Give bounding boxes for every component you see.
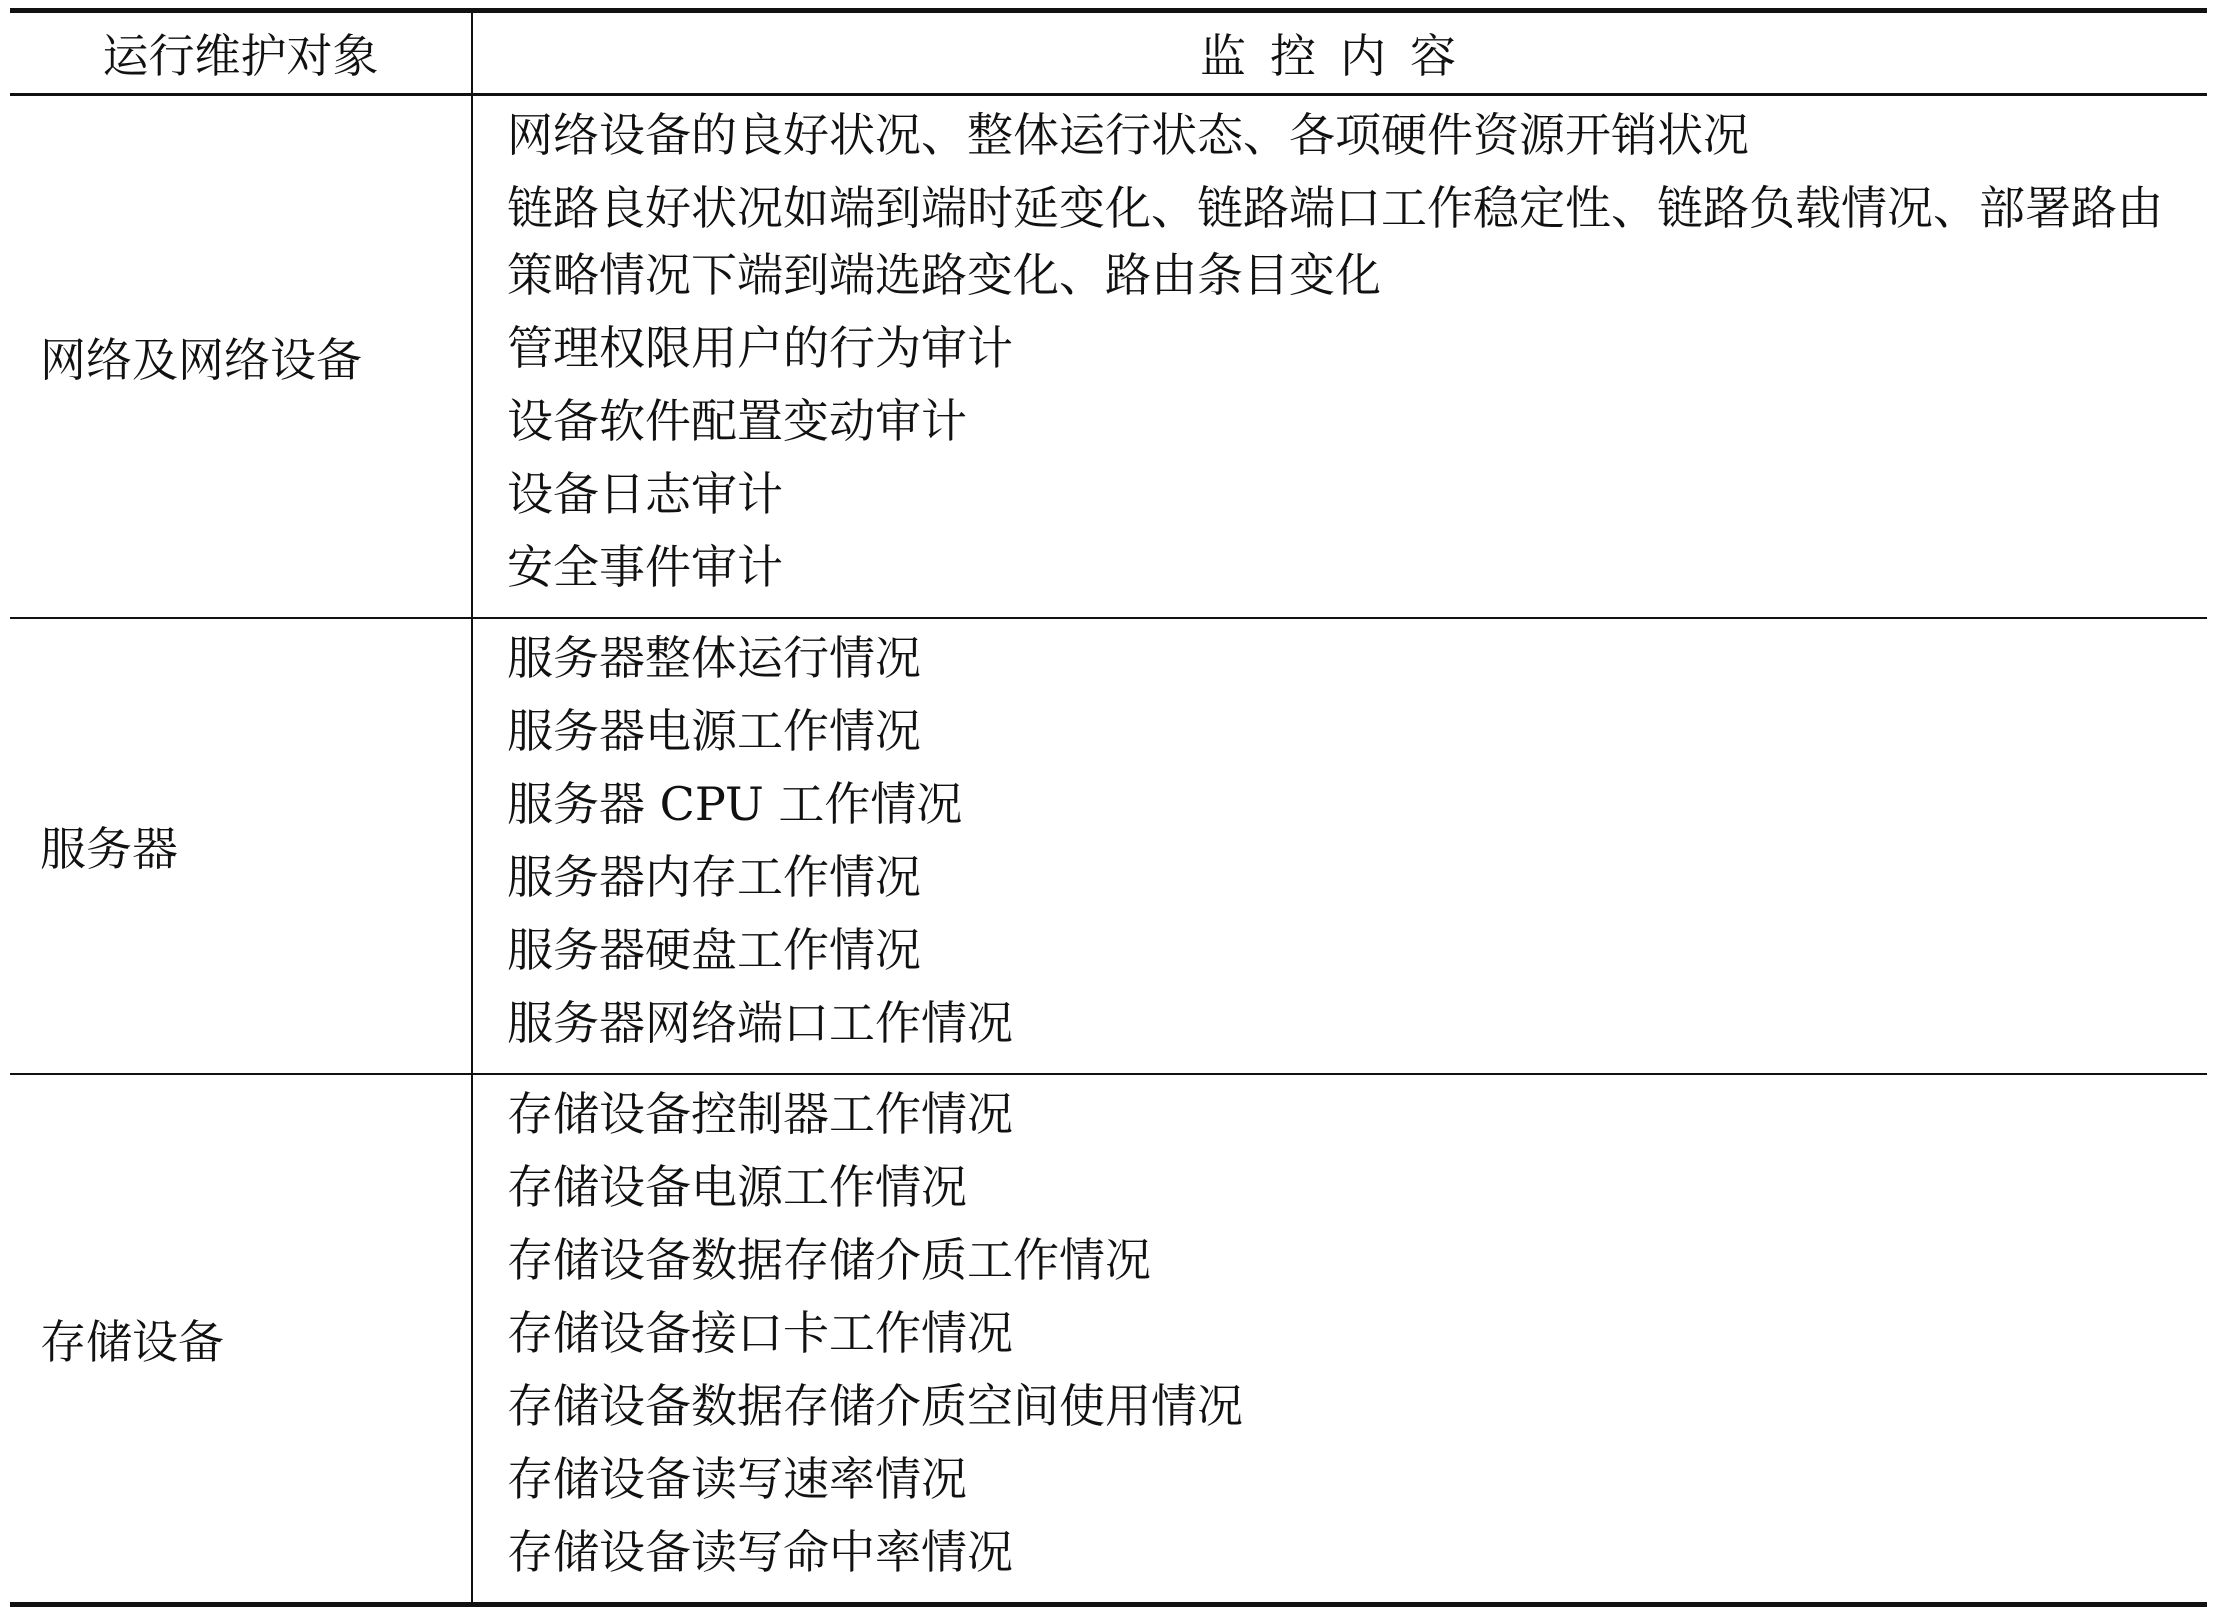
list-item: 安全事件审计 xyxy=(507,540,783,594)
header-content: 监控内容 xyxy=(472,11,2207,95)
table-row-storage xyxy=(10,1074,2207,1605)
list-item: 服务器内存工作情况 xyxy=(507,850,921,904)
object-cell-network: 网络及网络设备 xyxy=(10,95,472,619)
monitoring-table xyxy=(10,8,2207,1607)
content-cell-network xyxy=(472,95,2207,619)
list-item: 服务器硬盘工作情况 xyxy=(507,923,921,977)
list-item: 存储设备控制器工作情况 xyxy=(507,1087,1013,1141)
object-cell-storage: 存储设备 xyxy=(10,1074,472,1605)
table-body xyxy=(10,95,2207,1605)
list-item: 链路良好状况如端到端时延变化、链路端口工作稳定性、链路负载情况、部署路由策略情况下端到端选路变化、路由条目变化 xyxy=(507,181,2163,302)
table-header xyxy=(10,11,2207,95)
table-row-network xyxy=(10,95,2207,619)
list-item: 服务器 CPU 工作情况 xyxy=(507,777,963,831)
list-item: 网络设备的良好状况、整体运行状态、各项硬件资源开销状况 xyxy=(507,108,1749,162)
list-item: 存储设备读写速率情况 xyxy=(507,1452,967,1506)
list-item: 存储设备读写命中率情况 xyxy=(507,1525,1013,1579)
list-item: 管理权限用户的行为审计 xyxy=(507,321,1013,375)
header-object: 运行维护对象 xyxy=(10,11,472,95)
content-cell-server xyxy=(472,618,2207,1074)
list-item: 服务器网络端口工作情况 xyxy=(507,996,1013,1050)
list-item: 设备软件配置变动审计 xyxy=(507,394,967,448)
list-item: 服务器电源工作情况 xyxy=(507,704,921,758)
list-item: 存储设备数据存储介质工作情况 xyxy=(507,1233,1151,1287)
list-item: 设备日志审计 xyxy=(507,467,783,521)
header-row xyxy=(10,11,2207,95)
list-item: 服务器整体运行情况 xyxy=(507,631,921,685)
table-row-server xyxy=(10,618,2207,1074)
list-item: 存储设备数据存储介质空间使用情况 xyxy=(507,1379,1243,1433)
list-item: 存储设备电源工作情况 xyxy=(507,1160,967,1214)
object-cell-server: 服务器 xyxy=(10,618,472,1074)
content-cell-storage xyxy=(472,1074,2207,1605)
list-item: 存储设备接口卡工作情况 xyxy=(507,1306,1013,1360)
